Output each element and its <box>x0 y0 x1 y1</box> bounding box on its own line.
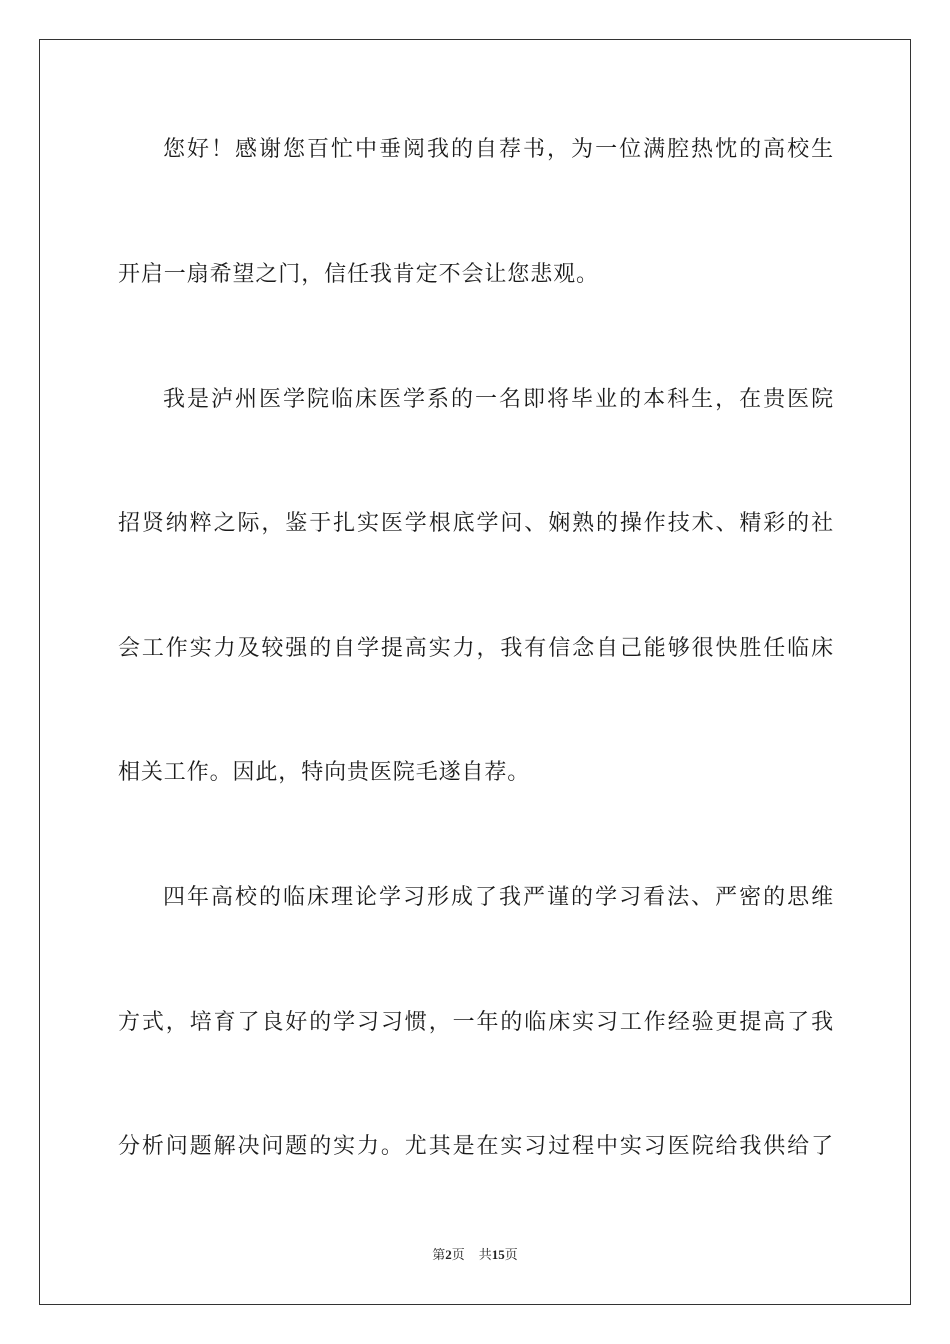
footer-total-suffix: 页 <box>504 1247 518 1262</box>
footer-total-pages: 15 <box>491 1247 505 1262</box>
paragraph-1-line-2: 开启一扇希望之门，信任我肯定不会让您悲观。 <box>118 262 599 287</box>
paragraph-3-line-2: 方式，培育了良好的学习习惯，一年的临床实习工作经验更提高了我 <box>118 1010 834 1035</box>
page-footer <box>0 1246 950 1264</box>
paragraph-2-line-2: 招贤纳粹之际，鉴于扎实医学根底学问、娴熟的操作技术、精彩的社 <box>118 511 834 536</box>
paragraph-3-line-3: 分析问题解决问题的实力。尤其是在实习过程中实习医院给我供给了 <box>118 1134 834 1159</box>
paragraph-2-line-3: 会工作实力及较强的自学提高实力，我有信念自己能够很快胜任临床 <box>118 636 834 661</box>
footer-page-number: 2 <box>445 1247 452 1262</box>
footer-total-prefix: 共 <box>478 1247 492 1262</box>
footer-page-prefix: 第 <box>432 1247 446 1262</box>
page-border <box>39 39 911 1305</box>
paragraph-2-line-4: 相关工作。因此，特向贵医院毛遂自荐。 <box>118 760 531 785</box>
footer-page-suffix: 页 <box>451 1247 465 1262</box>
paragraph-3-line-1: 四年高校的临床理论学习形成了我严谨的学习看法、严密的思维 <box>163 885 834 910</box>
paragraph-2-line-1: 我是泸州医学院临床医学系的一名即将毕业的本科生，在贵医院 <box>163 387 834 412</box>
paragraph-1-line-1: 您好！感谢您百忙中垂阅我的自荐书，为一位满腔热忱的高校生 <box>163 137 834 162</box>
